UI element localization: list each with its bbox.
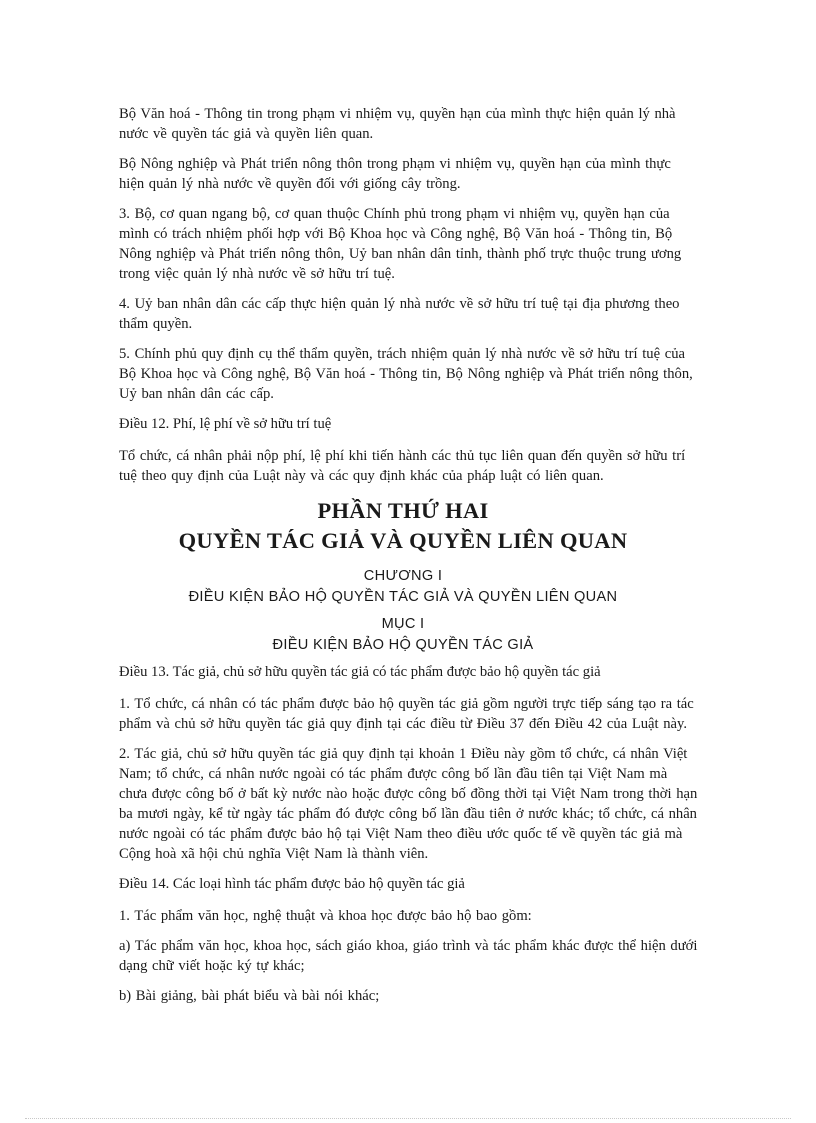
para-khoan-4: 4. Uỷ ban nhân dân các cấp thực hiện quản lý nhà nước về sở hữu trí tuệ tại địa phương theo thẩm quyền. (119, 296, 680, 332)
para-dieu-14-khoan-1: 1. Tác phẩm văn học, nghệ thuật và khoa học được bảo hộ bao gồm: (119, 908, 532, 924)
para-dieu-13-khoan-2: 2. Tác giả, chủ sở hữu quyền tác giả quy định tại khoản 1 Điều này gồm tổ chức, cá nhân Việt Nam; tổ chức, cá nhân nước ngoài có tác phẩm được công bố lần đầu tiên tại Việt Nam mà chưa được công bố ở bất kỳ nước nào hoặc được công bố đồng thời tại Việt Nam trong thời hạn ba mươi ngày, kể từ ngày tác phẩm đó được công bố lần đầu tiên ở nước khác; tổ chức, cá nhân nước ngoài có tác phẩm được bảo hộ tại Việt Nam theo điều ước quốc tế về quyền tác giả mà Cộng hoà xã hội chủ nghĩa Việt Nam là thành viên. (119, 746, 698, 862)
para-dieu-12: Tổ chức, cá nhân phải nộp phí, lệ phí khi tiến hành các thủ tục liên quan đến quyền sở hữu trí tuệ theo quy định của Luật này và các quy định khác của pháp luật có liên quan. (119, 448, 686, 484)
section-heading (107, 614, 699, 656)
page-bottom-border (25, 1118, 791, 1119)
article-13-title: Điều 13. Tác giả, chủ sở hữu quyền tác giả có tác phẩm được bảo hộ quyền tác giả (119, 664, 601, 680)
article-14-title: Điều 14. Các loại hình tác phẩm được bảo hộ quyền tác giả (119, 876, 465, 892)
section-heading-line-2: ĐIỀU KIỆN BẢO HỘ QUYỀN TÁC GIẢ (272, 637, 534, 653)
part-heading (107, 496, 699, 556)
part-heading-line-1: PHẦN THỨ HAI (317, 498, 489, 523)
para-dieu-14-diem-a: a) Tác phẩm văn học, khoa học, sách giáo khoa, giáo trình và tác phẩm khác được thể hiện dưới dạng chữ viết hoặc ký tự khác; (119, 938, 698, 974)
para-khoan-5: 5. Chính phủ quy định cụ thể thẩm quyền, trách nhiệm quản lý nhà nước về sở hữu trí tuệ của Bộ Khoa học và Công nghệ, Bộ Văn hoá - Thông tin, Bộ Nông nghiệp và Phát triển nông thôn, Uỷ ban nhân dân các cấp. (119, 346, 693, 402)
section-heading-line-1: MỤC I (381, 616, 425, 632)
chapter-heading (107, 566, 699, 608)
chapter-heading-line-2: ĐIỀU KIỆN BẢO HỘ QUYỀN TÁC GIẢ VÀ QUYỀN LIÊN QUAN (188, 589, 618, 605)
para-khoan-3: 3. Bộ, cơ quan ngang bộ, cơ quan thuộc Chính phủ trong phạm vi nhiệm vụ, quyền hạn của mình có trách nhiệm phối hợp với Bộ Khoa học và Công nghệ, Bộ Văn hoá - Thông tin, Bộ Nông nghiệp và Phát triển nông thôn, Uỷ ban nhân dân tỉnh, thành phố trực thuộc trung ương trong việc quản lý nhà nước về sở hữu trí tuệ. (119, 206, 682, 282)
part-heading-line-2: QUYỀN TÁC GIẢ VÀ QUYỀN LIÊN QUAN (178, 528, 628, 553)
article-12-title: Điều 12. Phí, lệ phí về sở hữu trí tuệ (119, 416, 332, 432)
document-body (119, 104, 699, 1016)
para-bo-nong-nghiep: Bộ Nông nghiệp và Phát triển nông thôn trong phạm vi nhiệm vụ, quyền hạn của mình thực hiện quản lý nhà nước về quyền đối với giống cây trồng. (119, 156, 671, 192)
para-dieu-13-khoan-1: 1. Tổ chức, cá nhân có tác phẩm được bảo hộ quyền tác giả gồm người trực tiếp sáng tạo ra tác phẩm và chủ sở hữu quyền tác giả quy định tại các điều từ Điều 37 đến Điều 42 của Luật này. (119, 696, 694, 732)
para-dieu-14-diem-b: b) Bài giảng, bài phát biểu và bài nói khác; (119, 988, 380, 1004)
para-bo-van-hoa: Bộ Văn hoá - Thông tin trong phạm vi nhiệm vụ, quyền hạn của mình thực hiện quản lý nhà nước về quyền tác giả và quyền liên quan. (119, 106, 676, 142)
chapter-heading-line-1: CHƯƠNG I (363, 568, 443, 584)
